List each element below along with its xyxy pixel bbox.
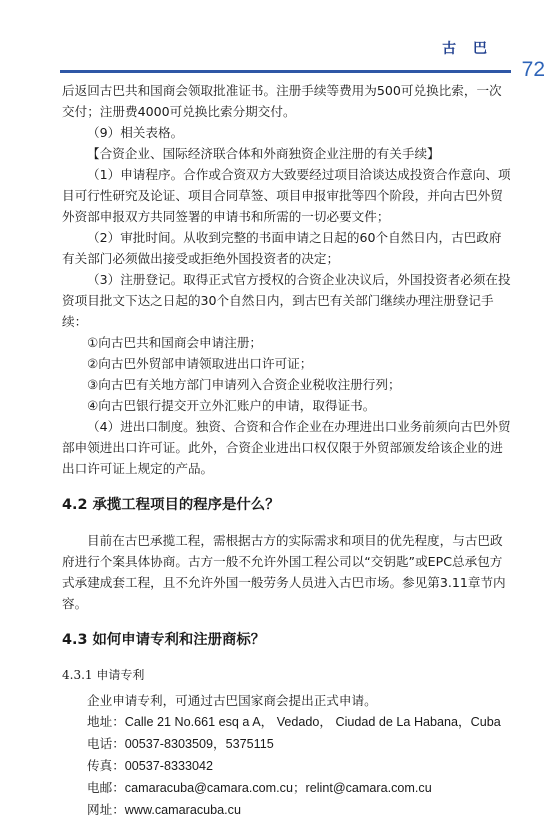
body-paragraph: ②向古巴外贸部申请领取进出口许可证； bbox=[87, 356, 313, 371]
fax-label: 传真： bbox=[87, 758, 125, 773]
body-paragraph: ③向古巴有关地方部门申请列入合资企业税收注册行列； bbox=[87, 377, 401, 392]
body-paragraph: （1）申请程序。合作或合资双方大致要经过项目洽谈达成投资合作意向、项目可行性研究及论证、项目合同草签、项目申报审批等四个阶段，并向古巴外贸外资部申报双方共同签署的申请书和所需的一切必要文件； bbox=[62, 167, 511, 224]
address-line bbox=[62, 711, 512, 733]
email-value[interactable]: camaracuba@camara.com.cu；relint@camara.com.cu bbox=[124, 781, 432, 795]
fax-line bbox=[62, 755, 512, 777]
patent-intro: 企业申请专利，可通过古巴国家商会提出正式申请。 bbox=[87, 693, 377, 708]
address-label: 地址： bbox=[87, 714, 125, 729]
section-4-2-body: 目前在古巴承揽工程，需根据古方的实际需求和项目的优先程度，与古巴政府进行个案具体协商。古方一般不允许外国工程公司以“交钥匙”或EPC总承包方式承建成套工程，且不允许外国一般劳务人员进入古巴市场。参见第3.11章节内容。 bbox=[62, 533, 506, 611]
body-paragraph: （4）进出口制度。独资、合资和合作企业在办理进出口业务前须向古巴外贸部申领进出口许可证。此外，合资企业进出口权仅限于外贸部颁发给该企业的进出口许可证上规定的产品。 bbox=[62, 419, 511, 476]
phone-line bbox=[62, 733, 512, 755]
body-paragraph: 【合资企业、国际经济联合体和外商独资企业注册的有关手续】 bbox=[87, 146, 440, 161]
section-heading-4-3: 4.3 如何申请专利和注册商标？ bbox=[62, 632, 266, 648]
body-paragraph: 后返回古巴共和国商会领取批准证书。注册手续等费用为500可兑换比索，一次交付；注册费4000可兑换比索分期交付。 bbox=[62, 83, 502, 119]
website-label: 网址： bbox=[87, 802, 125, 817]
registration-procedure-text bbox=[62, 80, 512, 479]
running-title: 古 巴 bbox=[442, 41, 493, 57]
body-paragraph: （3）注册登记。取得正式官方授权的合资企业决议后，外国投资者必须在投资项目批文下达之日起的30个自然日内，到古巴有关部门继续办理注册登记手续： bbox=[62, 272, 511, 329]
website-line bbox=[62, 799, 512, 821]
email-line bbox=[62, 777, 512, 799]
header-rule bbox=[60, 70, 511, 73]
body-paragraph: ①向古巴共和国商会申请注册； bbox=[87, 335, 263, 350]
body-paragraph: （2）审批时间。从收到完整的书面申请之日起的60个自然日内，古巴政府有关部门必须做出接受或拒绝外国投资者的决定； bbox=[62, 230, 502, 266]
fax-value: 00537-8333042 bbox=[124, 759, 214, 773]
address-value: Calle 21 No.661 esq a A， Vedado， Ciudad de La Habana，Cuba bbox=[124, 715, 501, 729]
subsection-heading-4-3-1: 4.3.1 申请专利 bbox=[62, 668, 145, 682]
page-number: 72 bbox=[521, 58, 545, 81]
email-label: 电邮： bbox=[87, 780, 125, 795]
section-heading-4-2: 4.2 承揽工程项目的程序是什么？ bbox=[62, 497, 280, 513]
website-value[interactable]: www.camaracuba.cu bbox=[124, 803, 241, 817]
phone-value: 00537-8303509，5375115 bbox=[124, 737, 274, 751]
page-header bbox=[0, 0, 559, 90]
page-body bbox=[62, 80, 512, 821]
body-paragraph: （9）相关表格。 bbox=[87, 125, 184, 140]
body-paragraph: ④向古巴银行提交开立外汇账户的申请，取得证书。 bbox=[87, 398, 376, 413]
phone-label: 电话： bbox=[87, 736, 125, 751]
